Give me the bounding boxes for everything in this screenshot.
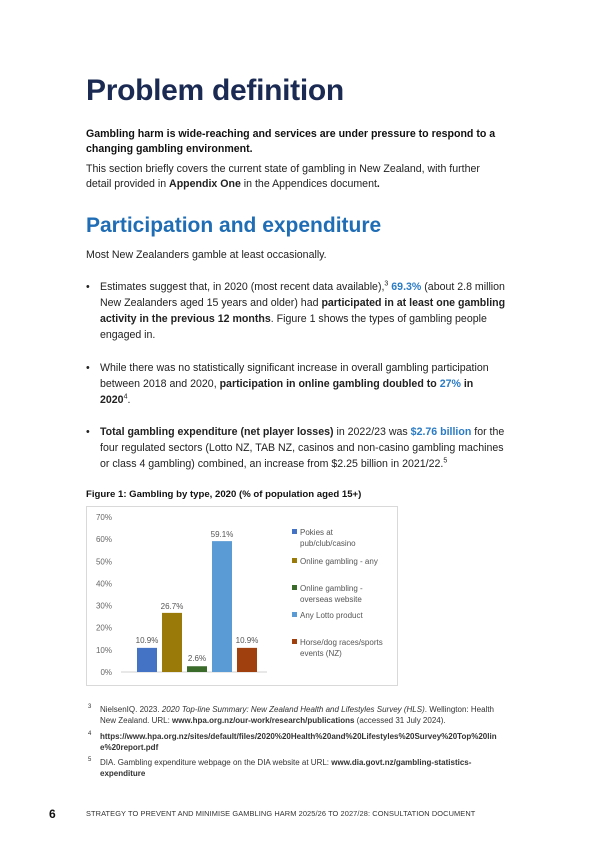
chart-svg bbox=[87, 507, 399, 687]
lead-paragraph: Gambling harm is wide-reaching and services are under pressure to respond to a changing gambling environment. bbox=[86, 128, 496, 155]
bullet-online-gambling: • While there was no statistically significant increase in overall gambling participation between 2018 and 2020, participation in online gambling doubled to 27% in 2020$^4$. bbox=[86, 362, 489, 406]
legend-label: Horse/dog races/sports events (NZ) bbox=[300, 638, 383, 658]
legend-swatch bbox=[292, 585, 297, 590]
footnote-4-link[interactable]: https://www.hpa.org.nz/sites/default/files/2020%20Health%20and%20Lifestyles%20Survey%20Top%20line%20report.pdf bbox=[100, 732, 497, 752]
legend-label: Pokies at pub/club/casino bbox=[300, 528, 356, 548]
footnote-5: 5 DIA. Gambling expenditure webpage on the DIA website at URL: www.dia.govt.nz/gambling-statistics-expenditure bbox=[88, 757, 472, 778]
page-title: Problem definition bbox=[86, 74, 344, 107]
footnote-5-link[interactable]: www.dia.govt.nz/gambling-statistics-expenditure bbox=[100, 758, 472, 778]
data-label: 2.6% bbox=[187, 654, 207, 664]
section-intro: Most New Zealanders gamble at least occasionally. bbox=[86, 249, 327, 261]
legend-swatch bbox=[292, 639, 297, 644]
data-label: 26.7% bbox=[160, 601, 184, 611]
bar bbox=[137, 648, 157, 672]
legend-label: Online gambling -overseas website bbox=[300, 584, 363, 604]
bar bbox=[212, 541, 232, 672]
page-number: 6 bbox=[49, 807, 56, 821]
bullet-expenditure: • Total gambling expenditure (net player losses) in 2022/23 was $2.76 billion for the four regulated sectors (Lotto NZ, TAB NZ, casinos and non-casino gambling machines or class 4 gambling) combined, an increase from $2.25 billion in 2021/22.$^5$ bbox=[86, 426, 505, 470]
legend-swatch bbox=[292, 529, 297, 534]
y-tick-label: 30% bbox=[95, 601, 112, 611]
data-label: 10.9% bbox=[135, 635, 159, 645]
bar bbox=[187, 666, 207, 672]
appendix-reference: Appendix One bbox=[169, 178, 241, 190]
figure-title: Figure 1: Gambling by type, 2020 (% of population aged 15+) bbox=[86, 489, 362, 500]
y-tick-label: 60% bbox=[95, 535, 112, 545]
legend-swatch bbox=[292, 558, 297, 563]
y-tick-label: 40% bbox=[95, 579, 112, 589]
intro-paragraph: This section briefly covers the current state of gambling in New Zealand, with further detail provided in Appendix One in the Appendices document. bbox=[86, 163, 480, 190]
legend-swatch bbox=[292, 612, 297, 617]
legend-label: Any Lotto product bbox=[300, 611, 363, 620]
y-tick-label: 0% bbox=[100, 668, 112, 677]
y-tick-label: 10% bbox=[95, 645, 112, 655]
footnote-3: 3 NielsenIQ. 2023. 2020 Top-line Summary: New Zealand Health and Lifestyles Survey (HLS). Wellington: Health New Zealand. URL: www.hpa.org.nz/our-work/research/publications (accessed 31 July 2024). bbox=[88, 704, 494, 725]
y-tick-label: 20% bbox=[95, 623, 112, 633]
legend-label: Online gambling - any bbox=[300, 557, 378, 566]
section-heading: Participation and expenditure bbox=[86, 214, 382, 237]
bullet-participation: • Estimates suggest that, in 2020 (most recent data available),$^3$ 69.3% (about 2.8 million New Zealanders aged 15 years and older) had participated in at least one gambling activity in the previous 12 months. Figure 1 shows the types of gambling people engaged in. bbox=[86, 280, 506, 341]
page-footer: STRATEGY TO PREVENT AND MINIMISE GAMBLING HARM 2025/26 TO 2027/28: CONSULTATION DOCUMENT bbox=[86, 809, 476, 818]
gambling-chart bbox=[86, 506, 398, 686]
y-tick-label: 50% bbox=[95, 557, 112, 567]
data-label: 10.9% bbox=[235, 635, 259, 645]
footnote-4: 4 https://www.hpa.org.nz/sites/default/files/2020%20Health%20and%20Lifestyles%20Survey%20Top%20line%20report.pdf bbox=[88, 731, 497, 752]
y-tick-label: 70% bbox=[95, 513, 112, 522]
bar bbox=[162, 613, 182, 672]
data-label: 59.1% bbox=[210, 530, 234, 540]
bar bbox=[237, 648, 257, 672]
